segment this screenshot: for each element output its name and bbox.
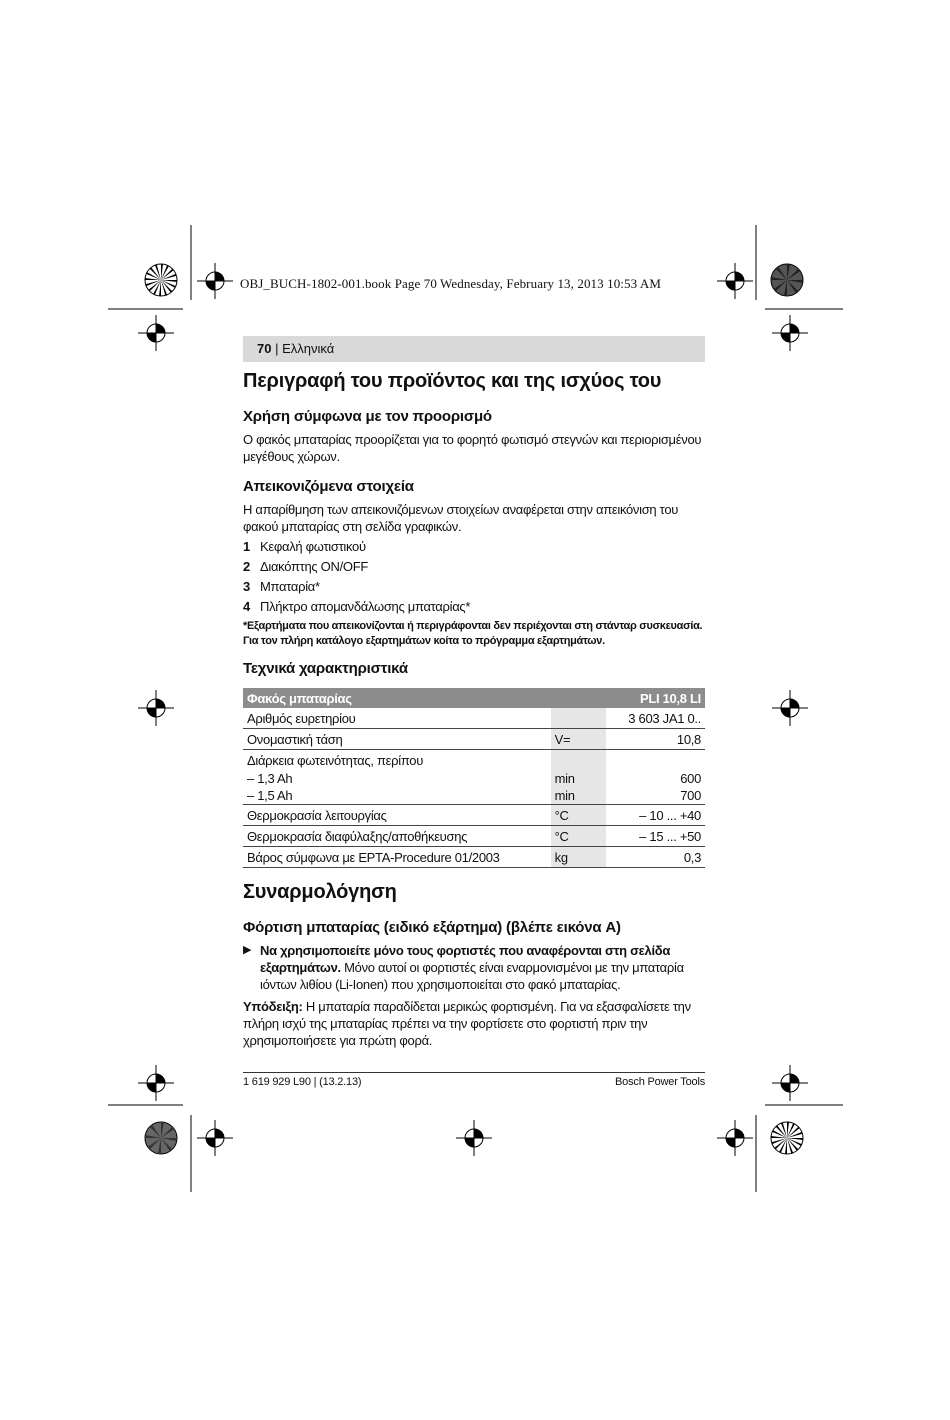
subsection-heading-charging: Φόρτιση μπαταρίας (ειδικό εξάρτημα) (βλέπε εικόνα A) <box>243 919 621 936</box>
row-value: 3 603 JA1 0.. <box>606 708 705 729</box>
row-value: 10,8 <box>606 729 705 750</box>
bullet-text <box>260 942 705 993</box>
subsection-heading-use: Χρήση σύμφωνα με τον προορισμό <box>243 408 492 425</box>
item-number: 1 <box>243 539 250 554</box>
table-row <box>243 826 705 847</box>
item-number: 4 <box>243 599 250 614</box>
row-unit: V= <box>551 729 606 750</box>
registration-mark-icon <box>138 690 174 726</box>
registration-mark-icon <box>772 690 808 726</box>
table-row <box>243 787 705 805</box>
page-header-text <box>257 341 334 356</box>
footer-doc-number: 1 619 929 L90 | (13.2.13) <box>243 1076 362 1088</box>
page-number: 70 <box>257 341 272 356</box>
color-target-icon <box>143 1120 179 1156</box>
note-line: *Εξαρτήματα που απεικονίζονται ή περιγράφονται δεν περιέχονται στη στάνταρ συσκευασία. <box>243 620 703 632</box>
row-label: Βάρος σύμφωνα με EPTA-Procedure 01/2003 <box>243 847 551 868</box>
star-target-icon <box>769 1120 805 1156</box>
row-label: Αριθμός ευρετηρίου <box>243 708 551 729</box>
page-language: Ελληνικά <box>282 341 335 356</box>
paragraph-use: Ο φακός μπαταρίας προορίζεται για το φορητό φωτισμό στεγνών και περιορισμένου μεγέθους χώρων. <box>243 432 702 464</box>
table-row <box>243 847 705 868</box>
list-item <box>243 537 705 557</box>
bullet-bold-text: Να χρησιμοποιείτε μόνο τους φορτιστές που αναφέρονται στη σελίδα εξαρτημάτων. <box>260 943 671 975</box>
item-number: 2 <box>243 559 250 574</box>
row-unit <box>551 750 606 771</box>
table-row <box>243 708 705 729</box>
row-value <box>606 750 705 771</box>
footer-divider <box>243 1072 705 1073</box>
registration-mark-icon <box>456 1120 492 1156</box>
registration-mark-icon <box>772 1065 808 1101</box>
row-unit: kg <box>551 847 606 868</box>
footer-brand: Bosch Power Tools <box>615 1076 705 1088</box>
row-label: Διάρκεια φωτεινότητας, περίπου <box>247 752 424 768</box>
item-label: Κεφαλή φωτιστικού <box>260 539 366 554</box>
item-label: Διακόπτης ON/OFF <box>260 559 368 574</box>
row-label: Θερμοκρασία διαφύλαξης/αποθήκευσης <box>243 826 551 847</box>
row-value: – 15 ... +50 <box>606 826 705 847</box>
hint-paragraph <box>243 998 705 1049</box>
row-label: Θερμοκρασία λειτουργίας <box>243 805 551 826</box>
file-info-line: OBJ_BUCH-1802-001.book Page 70 Wednesday, February 13, 2013 10:53 AM <box>240 276 662 291</box>
row-value: – 10 ... +40 <box>606 805 705 826</box>
spec-table <box>243 688 705 868</box>
table-row <box>243 805 705 826</box>
registration-mark-icon <box>717 263 753 299</box>
registration-mark-icon <box>138 315 174 351</box>
table-header-model: PLI 10,8 LI <box>606 688 705 708</box>
row-value: 0,3 <box>606 847 705 868</box>
item-label: Μπαταρία* <box>260 579 320 594</box>
subsection-heading-components: Απεικονιζόμενα στοιχεία <box>243 478 414 495</box>
row-label: – 1,5 Ah <box>243 787 551 805</box>
row-unit: min <box>551 770 606 787</box>
registration-mark-icon <box>772 315 808 351</box>
bullet-arrow-icon: ▶ <box>243 944 252 956</box>
row-value: 600 <box>680 771 701 786</box>
list-item <box>243 557 705 577</box>
table-header-product: Φακός μπαταρίας <box>243 688 606 708</box>
paragraph-components: Η απαρίθμηση των απεικονιζόμενων στοιχείων αναφέρεται στην απεικόνιση του φακού μπαταρίας στη σελίδα γραφικών. <box>243 502 679 534</box>
warning-bullet <box>243 942 705 993</box>
registration-mark-icon <box>197 263 233 299</box>
section-title: Συναρμολόγηση <box>243 881 397 903</box>
item-number: 3 <box>243 579 250 594</box>
registration-mark-icon <box>717 1120 753 1156</box>
list-item <box>243 577 705 597</box>
table-row <box>243 770 705 787</box>
row-value: 700 <box>606 787 705 805</box>
accessory-note <box>243 619 713 649</box>
color-target-icon <box>769 262 805 298</box>
registration-mark-icon <box>197 1120 233 1156</box>
section-title: Περιγραφή του προϊόντος και της ισχύος του <box>243 370 662 392</box>
bullet-regular-text: Μόνο αυτοί οι φορτιστές είναι εναρμονισμένοι με την μπαταρία ιόντων λιθίου (Li-Ionen) που χρησιμοποιείται στο φακό μπαταρίας. <box>260 960 684 992</box>
row-label: Ονομαστική τάση <box>243 729 551 750</box>
page-header <box>243 336 705 362</box>
note-line: Για τον πλήρη κατάλογο εξαρτημάτων κοίτα το πρόγραμμα εξαρτημάτων. <box>243 635 605 647</box>
list-item <box>243 597 705 617</box>
registration-mark-icon <box>138 1065 174 1101</box>
row-unit: °C <box>551 805 606 826</box>
table-row <box>243 750 705 771</box>
row-label: – 1,3 Ah <box>247 771 293 786</box>
table-header-row <box>243 688 705 708</box>
row-unit: min <box>551 787 606 805</box>
row-unit: °C <box>551 826 606 847</box>
table-row <box>243 729 705 750</box>
star-target-icon <box>143 262 179 298</box>
hint-text: Η μπαταρία παραδίδεται μερικώς φορτισμένη. Για να εξασφαλίσετε την πλήρη ισχύ της μπαταρίας πρέπει να την φορτίσετε στο φορτιστή πριν την χρησιμοποιήσετε για πρώτη φορά. <box>243 999 691 1048</box>
row-unit <box>551 708 606 729</box>
item-label: Πλήκτρο απομανδάλωσης μπαταρίας* <box>260 599 471 614</box>
subsection-heading-specs: Τεχνικά χαρακτηριστικά <box>243 660 408 677</box>
hint-label: Υπόδειξη: <box>243 999 303 1014</box>
header-separator: | <box>271 341 283 356</box>
components-list <box>243 537 705 617</box>
